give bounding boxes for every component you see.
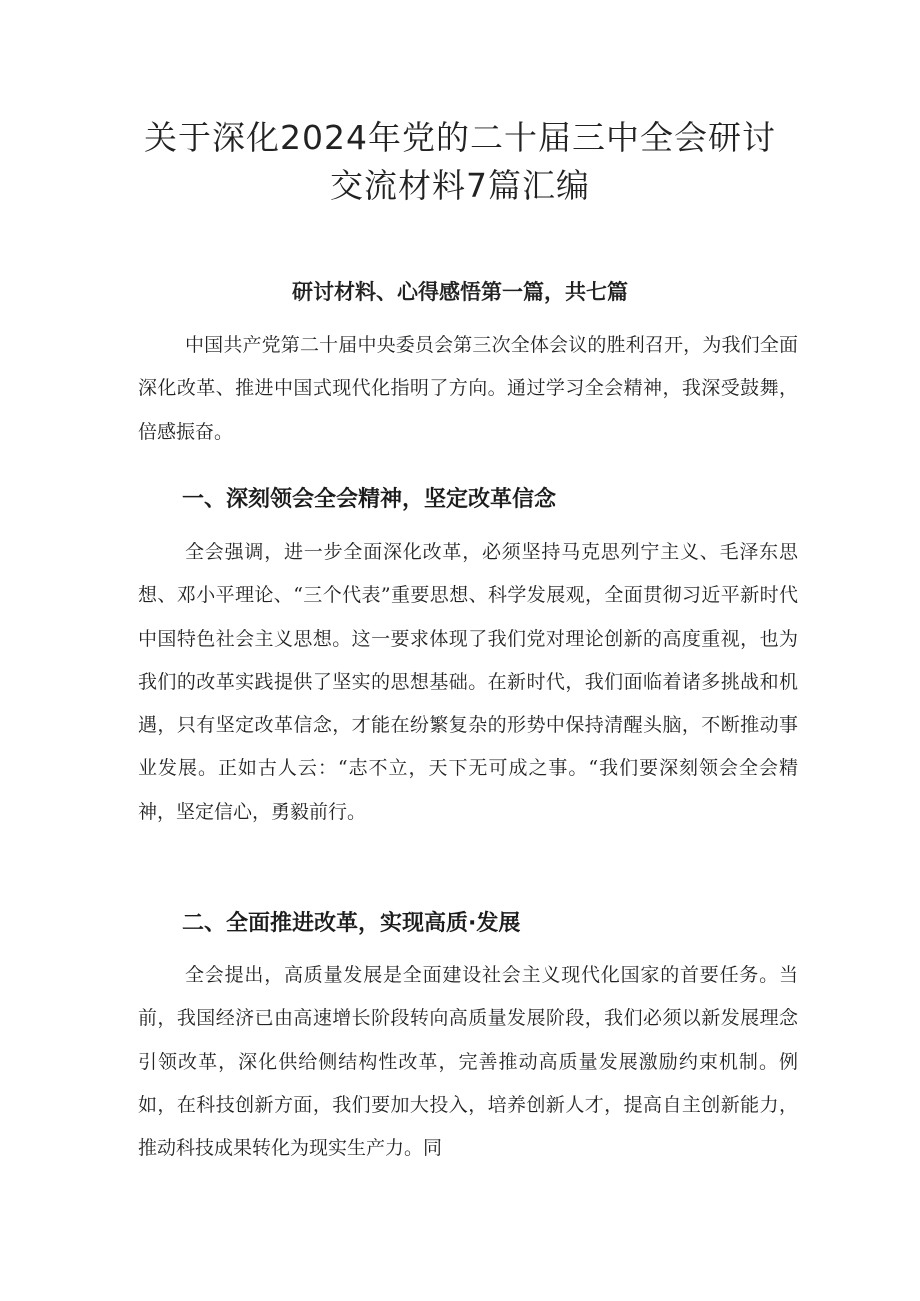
- section-heading-2: 二、全面推进改革，实现高质·发展: [182, 911, 521, 936]
- section-paragraph-1: 全会强调，进一步全面深化改革，必须坚持马克思列宁主义、毛泽东思想、邓小平理论、“三个代表”重要思想、科学发展观，全面贯彻习近平新时代中国特色社会主义思想。这一要求体现了我们党对理论创新的高度重视，也为我们的改革实践提供了坚实的思想基础。在新时代，我们面临着诸多挑战和机遇，只有坚定改革信念，才能在纷繁复杂的形势中保持清醒头脑，不断推动事业发展。正如古人云：“志不立，天下无可成之事。“我们要深刻领会全会精神，坚定信心，勇毅前行。: [138, 541, 798, 823]
- document-title-line-2: 交流材料7篇汇编: [330, 166, 590, 205]
- document-subtitle: 研讨材料、心得感悟第一篇，共七篇: [292, 280, 628, 304]
- section-paragraph-2: 全会提出，高质量发展是全面建设社会主义现代化国家的首要任务。当前，我国经济已由高速增长阶段转向高质量发展阶段，我们必须以新发展理念引领改革，深化供给侧结构性改革，完善推动高质量发展激励约束机制。例如，在科技创新方面，我们要加大投入，培养创新人才，提高自主创新能力，推动科技成果转化为现实生产力。同: [138, 964, 798, 1160]
- intro-paragraph: 中国共产党第二十届中央委员会第三次全体会议的胜利召开，为我们全面深化改革、推进中国式现代化指明了方向。通过学习全会精神，我深受鼓舞，倍感振奋。: [138, 334, 798, 443]
- document-title-line-1: 关于深化2024年党的二十届三中全会研讨: [144, 118, 776, 157]
- section-heading-1: 一、深刻领会全会精神，坚定改革信念: [182, 487, 557, 512]
